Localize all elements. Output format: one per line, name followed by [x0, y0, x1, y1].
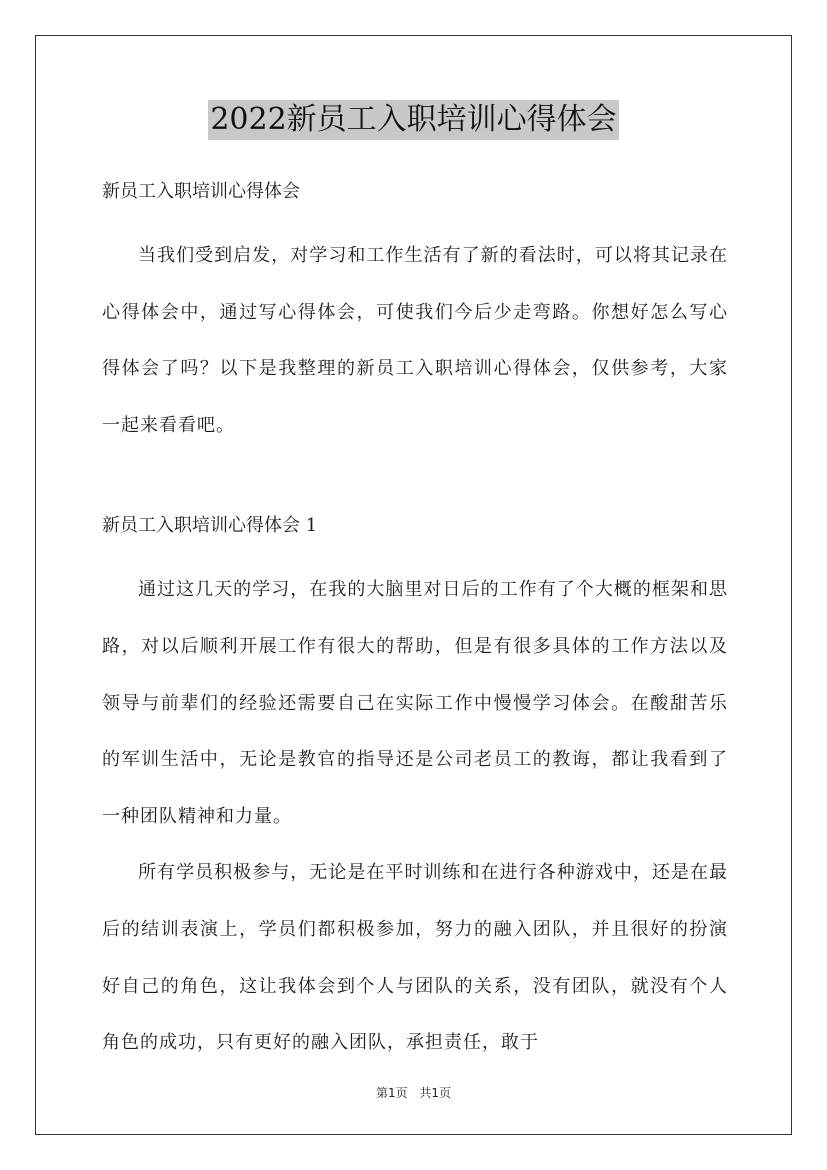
spacer: [102, 208, 728, 228]
paragraph: 所有学员积极参与，无论是在平时训练和在进行各种游戏中，还是在最后的结训表演上，学员们都积极参加，努力的融入团队，并且很好的扮演好自己的角色，这让我体会到个人与团队的关系，没有团队，就没有个人角色的成功，只有更好的融入团队，承担责任，敢于: [102, 862, 728, 1054]
paragraph: 通过这几天的学习，在我的大脑里对日后的工作有了个大概的框架和思路，对以后顺利开展工作有很大的帮助，但是有很多具体的工作方法以及领导与前辈们的经验还需要自己在实际工作中慢慢学习体会。在酸甜苦乐的军训生活中，无论是教官的指导还是公司老员工的教诲，都让我看到了一种团队精神和力量。: [102, 579, 728, 827]
spacer: [102, 542, 728, 562]
document-title: 2022新员工入职培训心得体会: [208, 100, 618, 140]
paragraph: 当我们受到启发，对学习和工作生活有了新的看法时，可以将其记录在心得体会中，通过写心得体会，可使我们今后少走弯路。你想好怎么写心得体会了吗？以下是我整理的新员工入职培训心得体会，仅供参考，大家一起来看看吧。: [102, 245, 728, 436]
page-total: 共1页: [419, 1086, 452, 1100]
page-number: 第1页: [375, 1086, 408, 1100]
page-footer: [0, 1084, 827, 1101]
spacer: [102, 454, 728, 510]
section-heading: 新员工入职培训心得体会: [102, 181, 300, 202]
section-heading: 新员工入职培训心得体会 1: [102, 515, 318, 537]
document-body: [102, 176, 728, 1072]
title-container: [0, 100, 827, 140]
